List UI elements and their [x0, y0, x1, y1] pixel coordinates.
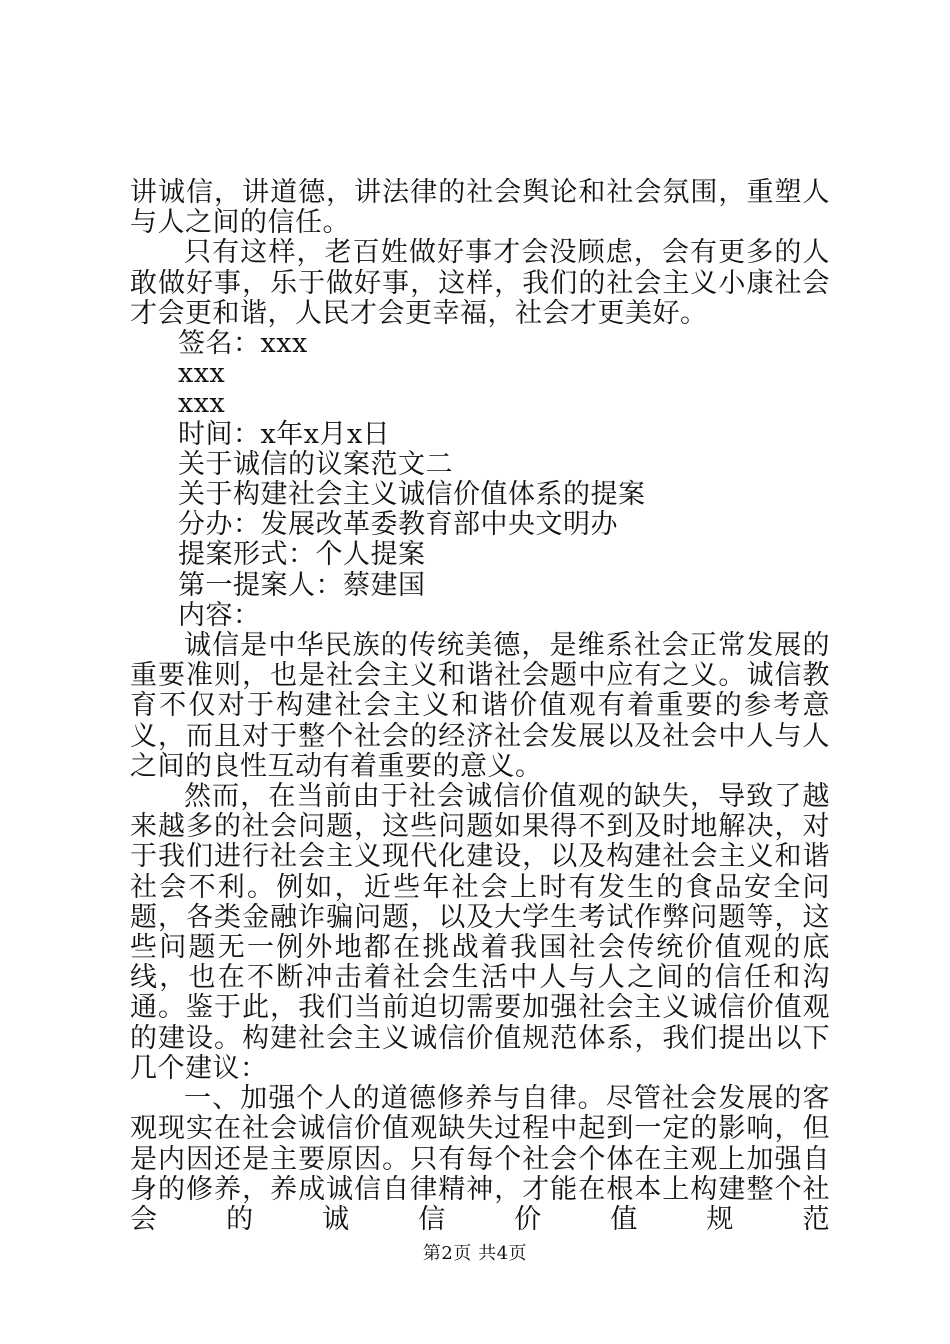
paragraph-integrity: 诚信是中华民族的传统美德，是维系社会正常发展的重要准则，也是社会主义和谐社会题中应有之义。诚信教育不仅对于构建社会主义和谐价值观有着重要的参考意义，而且对于整个社会的经济社会发展以及社会中人与人之间的良性互动有着重要的意义。	[130, 630, 830, 782]
paragraph-suggestion-1: 一、加强个人的道德修养与自律。尽管社会发展的客观现实在社会诚信价值观缺失过程中起到一定的影响，但是内因还是主要原因。只有每个社会个体在主观上加强自身的修养，养成诚信自律精神，才能在根本上构建整个社会的诚信价值规范	[130, 1083, 830, 1235]
signature-name-2: xxx	[178, 358, 226, 390]
proposal-form: 提案形式：个人提案	[178, 539, 426, 571]
signature-line: 签名：xxx	[178, 328, 308, 360]
page-footer: 第2页 共4页	[422, 1243, 528, 1264]
paragraph-closing: 只有这样，老百姓做好事才会没顾虑，会有更多的人敢做好事，乐于做好事，这样，我们的社会主义小康社会才会更和谐，人民才会更幸福，社会才更美好。	[130, 237, 830, 329]
section-title: 关于诚信的议案范文二	[178, 448, 453, 480]
signature-name-3: xxx	[178, 388, 226, 420]
content-label: 内容：	[178, 599, 261, 631]
paragraph-continuation: 讲诚信，讲道德，讲法律的社会舆论和社会氛围，重塑人与人之间的信任。	[130, 177, 830, 239]
date-line: 时间：x年x月x日	[178, 418, 391, 450]
assigned-departments: 分办：发展改革委教育部中央文明办	[178, 509, 618, 541]
paragraph-problems: 然而，在当前由于社会诚信价值观的缺失，导致了越来越多的社会问题，这些问题如果得不到及时地解决，对于我们进行社会主义现代化建设，以及构建社会主义和谐社会不利。例如，近些年社会上时有发生的食品安全问题，各类金融诈骗问题，以及大学生考试作弊问题等，这些问题无一例外地都在挑战着我国社会传统价值观的底线，也在不断冲击着社会生活中人与人之间的信任和沟通。鉴于此，我们当前迫切需要加强社会主义诚信价值观的建设。构建社会主义诚信价值规范体系，我们提出以下几个建议：	[130, 781, 830, 1084]
first-proposer: 第一提案人：蔡建国	[178, 569, 426, 601]
proposal-title: 关于构建社会主义诚信价值体系的提案	[178, 479, 646, 511]
document-body	[130, 178, 830, 1235]
